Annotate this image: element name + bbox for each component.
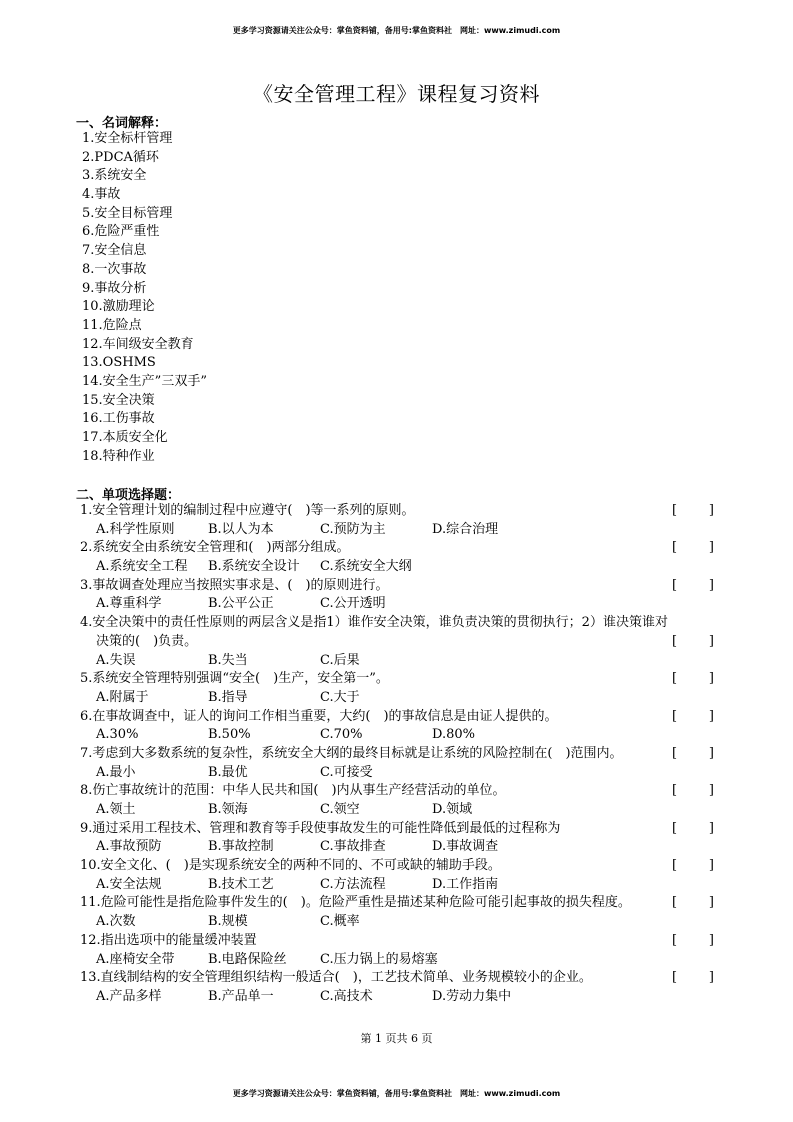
bracket-close: ] [708, 932, 714, 948]
answer-option[interactable]: C.大于 [320, 689, 360, 705]
bracket-close: ] [708, 820, 714, 836]
question-text: 12.指出选项中的能量缓冲装置 [80, 932, 257, 948]
term-item: 5.安全目标管理 [82, 205, 173, 221]
answer-option[interactable]: A.失误 [96, 652, 136, 668]
bracket-close: ] [708, 577, 714, 593]
term-list [82, 130, 207, 466]
answer-option[interactable]: C.系统安全大纲 [320, 559, 412, 575]
option-row [80, 726, 720, 745]
answer-option[interactable]: B.50% [208, 727, 251, 743]
answer-option[interactable]: D.80% [432, 727, 475, 743]
answer-bracket[interactable] [672, 932, 714, 951]
answer-option[interactable]: B.最优 [208, 764, 248, 780]
option-row [80, 838, 720, 857]
bracket-close: ] [708, 783, 714, 799]
question-item [80, 614, 720, 670]
term-item: 9.事故分析 [82, 280, 147, 296]
question-item [80, 502, 720, 539]
question-item [80, 670, 720, 707]
answer-option[interactable]: A.科学性原则 [96, 521, 175, 537]
option-row [80, 801, 720, 820]
question-list [80, 502, 720, 1007]
question-text: 13.直线制结构的安全管理组织结构一般适合( )，工艺技术简单、业务规模较小的企业。 [80, 970, 592, 986]
question-text: 6.在事故调查中，证人的询问工作相当重要，大约( )的事故信息是由证人提供的。 [80, 708, 558, 724]
term-item: 14.安全生产”三双手” [82, 373, 207, 389]
answer-option[interactable]: C.领空 [320, 802, 360, 817]
answer-option[interactable]: D.工作指南 [432, 876, 499, 892]
question-text: 10.安全文化、( )是实现系统安全的两种不同的、不可或缺的辅助手段。 [80, 858, 501, 874]
answer-option[interactable]: A.次数 [96, 914, 136, 930]
question-text: 1.安全管理计划的编制过程中应遵守( )等一系列的原则。 [80, 503, 415, 518]
answer-bracket[interactable] [672, 820, 714, 839]
term-item: 11.危险点 [82, 317, 142, 333]
answer-bracket[interactable] [672, 782, 714, 801]
answer-option[interactable]: B.技术工艺 [208, 876, 274, 892]
answer-bracket[interactable] [672, 708, 714, 727]
answer-option[interactable]: B.产品单一 [208, 988, 274, 1004]
question-item [80, 932, 720, 969]
term-item: 2.PDCA循环 [82, 149, 159, 165]
question-text: 5.系统安全管理特别强调“安全( )生产，安全第一”。 [80, 671, 389, 687]
answer-bracket[interactable] [672, 633, 714, 652]
answer-option[interactable]: B.规模 [208, 914, 248, 930]
answer-bracket[interactable] [672, 539, 714, 558]
bracket-close: ] [708, 708, 714, 724]
question-text-continued: 决策的( )负责。 [96, 633, 198, 649]
bracket-close: ] [708, 895, 714, 911]
answer-bracket[interactable] [672, 502, 714, 521]
answer-bracket[interactable] [672, 857, 714, 876]
answer-option[interactable]: D.劳动力集中 [432, 988, 512, 1004]
bracket-close: ] [708, 633, 714, 649]
answer-option[interactable]: B.以人为本 [208, 521, 274, 537]
answer-option[interactable]: C.压力锅上的易熔塞 [320, 951, 438, 967]
bracket-close: ] [708, 745, 714, 761]
term-item: 8.一次事故 [82, 261, 147, 277]
term-item: 10.激励理论 [82, 299, 155, 315]
answer-option[interactable]: D.领域 [432, 802, 473, 817]
answer-bracket[interactable] [672, 577, 714, 596]
answer-option[interactable]: D.综合治理 [432, 521, 499, 537]
header-banner: 更多学习资源请关注公众号：掌鱼资料铺，备用号:掌鱼资料社 网址：www.zimudi.com [232, 26, 561, 35]
question-text: 2.系统安全由系统安全管理和( )两部分组成。 [80, 540, 350, 556]
option-row [80, 876, 720, 895]
bracket-open: [ [672, 577, 678, 593]
term-item: 6.危险严重性 [82, 224, 160, 240]
question-text: 9.通过采用工程技术、管理和教育等手段使事故发生的可能性降低到最低的过程称为 [80, 820, 561, 836]
answer-option[interactable]: A.30% [96, 727, 139, 743]
term-item: 7.安全信息 [82, 243, 147, 259]
bracket-close: ] [708, 970, 714, 986]
answer-option[interactable]: A.事故预防 [96, 839, 162, 855]
footer-banner: 更多学习资源请关注公众号：掌鱼资料铺，备用号:掌鱼资料社 网址：www.zimudi.com [232, 1089, 561, 1098]
option-row [80, 689, 720, 708]
answer-option[interactable]: A.座椅安全带 [96, 951, 175, 967]
option-row [80, 521, 720, 540]
answer-option[interactable]: D.事故调查 [432, 839, 499, 855]
term-item: 15.安全决策 [82, 392, 155, 408]
bracket-close: ] [708, 858, 714, 874]
answer-option[interactable]: C.70% [320, 727, 363, 743]
document-title: 《安全管理工程》课程复习资料 [253, 82, 540, 106]
term-item: 12.车间级安全教育 [82, 336, 194, 352]
option-row [80, 652, 720, 671]
answer-option[interactable]: B.失当 [208, 652, 248, 668]
bracket-open: [ [672, 540, 678, 556]
answer-option[interactable]: C.可接受 [320, 764, 373, 780]
answer-option[interactable]: C.方法流程 [320, 876, 386, 892]
question-item [80, 782, 720, 819]
question-item [80, 894, 720, 931]
question-text: 7.考虑到大多数系统的复杂性，系统安全大纲的最终目标就是让系统的风险控制在( )范围内。 [80, 745, 623, 761]
bracket-open: [ [672, 745, 678, 761]
question-item [80, 820, 720, 857]
bracket-open: [ [672, 633, 678, 649]
bracket-open: [ [672, 783, 678, 799]
answer-option[interactable]: B.电路保险丝 [208, 951, 287, 967]
bracket-open: [ [672, 932, 678, 948]
answer-option[interactable]: A.系统安全工程 [96, 559, 188, 575]
term-item: 3.系统安全 [82, 168, 147, 184]
answer-option[interactable]: B.公平公正 [208, 596, 274, 612]
answer-option[interactable]: B.指导 [208, 689, 248, 705]
bracket-open: [ [672, 820, 678, 836]
answer-option[interactable]: A.附属于 [96, 689, 149, 705]
answer-bracket[interactable] [672, 894, 714, 913]
option-row [80, 558, 720, 577]
bracket-close: ] [708, 671, 714, 687]
bracket-open: [ [672, 671, 678, 687]
option-row [80, 988, 720, 1007]
option-row [80, 764, 720, 783]
section-heading-definitions: 一、名词解释： [76, 116, 168, 131]
term-item: 18.特种作业 [82, 448, 155, 464]
question-item [80, 708, 720, 745]
answer-option[interactable]: C.公开透明 [320, 596, 386, 612]
answer-option[interactable]: A.产品多样 [96, 988, 162, 1004]
question-text: 8.伤亡事故统计的范围：中华人民共和国( )内从事生产经营活动的单位。 [80, 783, 506, 799]
question-text: 3.事故调查处理应当按照实事求是、( )的原则进行。 [80, 577, 389, 593]
answer-option[interactable]: A.安全法规 [96, 876, 162, 892]
option-row [80, 595, 720, 614]
answer-option[interactable]: B.系统安全设计 [208, 559, 300, 575]
answer-bracket[interactable] [672, 670, 714, 689]
bracket-open: [ [672, 895, 678, 911]
question-item [80, 539, 720, 576]
option-row [80, 951, 720, 970]
bracket-open: [ [672, 708, 678, 724]
answer-bracket[interactable] [672, 745, 714, 764]
answer-option[interactable]: C.概率 [320, 914, 360, 930]
option-row [80, 913, 720, 932]
question-item [80, 857, 720, 894]
bracket-open: [ [672, 858, 678, 874]
answer-option[interactable]: B.领海 [208, 802, 248, 817]
bracket-close: ] [708, 540, 714, 556]
bracket-open: [ [672, 970, 678, 986]
term-item: 13.OSHMS [82, 355, 156, 371]
page-number: 第 1 页共 6 页 [360, 1032, 433, 1045]
answer-option[interactable]: C.事故排查 [320, 839, 386, 855]
answer-option[interactable]: A.最小 [96, 764, 136, 780]
answer-option[interactable]: A.尊重科学 [96, 596, 162, 612]
bracket-close: ] [708, 503, 714, 518]
bracket-open: [ [672, 503, 678, 518]
question-item [80, 745, 720, 782]
question-item [80, 577, 720, 614]
answer-option[interactable]: C.后果 [320, 652, 360, 668]
answer-bracket[interactable] [672, 969, 714, 988]
answer-option[interactable]: C.高技术 [320, 988, 373, 1004]
question-text: 4.安全决策中的责任性原则的两层含义是指1）谁作安全决策，谁负责决策的贯彻执行；2）谁决策谁对 [80, 615, 668, 631]
question-item [80, 969, 720, 1006]
question-text: 11.危险可能性是指危险事件发生的( )。危险严重性是描述某种危险可能引起事故的损失程度。 [80, 895, 631, 911]
term-item: 4.事故 [82, 187, 121, 203]
section-heading-choices: 二、单项选择题： [76, 488, 181, 503]
term-item: 1.安全标杆管理 [82, 131, 173, 146]
term-item: 17.本质安全化 [82, 430, 168, 445]
term-item: 16.工伤事故 [82, 411, 155, 427]
answer-option[interactable]: C.预防为主 [320, 521, 386, 537]
answer-option[interactable]: B.事故控制 [208, 839, 274, 855]
answer-option[interactable]: A.领土 [96, 802, 136, 817]
